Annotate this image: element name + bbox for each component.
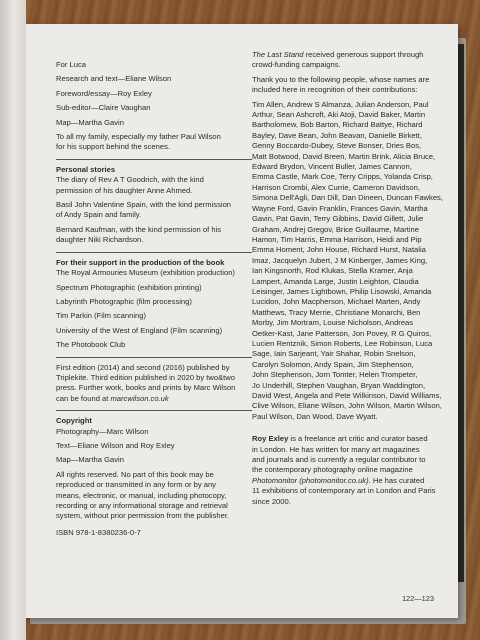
thanks-names-line: Paul Wilson, Dan Wood, Dave Wyatt. [252,411,378,421]
thanks-names-line: Emma Homent, John House, Richard Hurst, Natalia [252,245,426,255]
thanks-names-line: Imaz, Jacquelyn Jubert, J M Kinberger, James King, [252,255,428,265]
support-item: Spectrum Photographic (exhibition printing) [56,282,202,292]
divider [56,252,252,253]
website-link: marcwilson.co.uk [110,393,169,403]
rights-line: system, without prior permission from the publisher. [56,511,230,521]
edition-line: press. Further work, books and prints by Marc Wilson [56,383,236,393]
credit-line: Map—Martha Gavin [56,117,124,127]
story-line: of Andy Spain and family. [56,210,142,220]
dedication-line: for his support behind the scenes. [56,142,170,152]
thanks-names-line: Sage, Iain Sarjeant, Yair Shahar, Robin Snelson, [252,349,416,359]
copyright-section [56,416,254,538]
crowdfunding-note [252,50,438,71]
bio-line [252,476,438,486]
story-line: daughter Niki Richardson. [56,235,144,245]
credit-line: Research and text—Eliane Wilson [56,74,172,84]
book-title: The Last Stand [252,50,304,59]
edition-line [56,394,254,404]
page-numbers: 122—123 [401,594,434,603]
left-column [56,60,254,538]
thanks-names-line: Oetker-Kast, Jane Patterson, Jon Povey, R G Quiros, [252,328,432,338]
thanks-names-line: Genny Boccardo-Dubey, Steve Bonser, Dries Bos, [252,141,422,151]
isbn: ISBN 978-1-8380236-0-7 [56,527,141,537]
thanks-names-line: Clive Wilson, Eliane Wilson, John Wilson, Martin Wilson, [252,401,442,411]
support-item: University of the West of England (Film scanning) [56,325,223,335]
story-line: permission of his daughter Anne Ahmed. [56,185,193,195]
bio-text: is a freelance art critic and curator based [288,434,428,444]
rights-line: All rights reserved. No part of this book may be [56,469,214,479]
edition-prefix: can be found at [56,393,111,403]
bio-line: 11 exhibitions of contemporary art in London and Paris [252,486,436,496]
thanks-names-line: Lucidon, John Macpherson, Michael Marten, Andy [252,297,421,307]
story-line: The diary of Rev A T Goodrich, with the kind [56,175,204,185]
bio-line: in London. He has written for many art magazines [252,444,420,454]
thanks-names-line: Wayne Ford, Gavin Franklin, Frances Gavin, Martha [252,203,428,213]
story-line: Bernard Kaufman, with the kind permission of his [56,224,222,234]
section-heading: Copyright [56,416,92,426]
thanks-section [252,74,443,422]
support-item: The Royal Armouries Museum (exhibition production) [56,268,235,278]
thanks-names-line: Carolyn Solomon, Andy Spain, Jim Stephenson, [252,359,414,369]
thanks-names-line: Arthur, Sean Ashcroft, Aki Atoji, David Baker, Martin [252,110,426,120]
thanks-names-line: Ian Kingsnorth, Rod Klukas, Stella Kramer, Anja [252,266,413,276]
divider [56,159,252,160]
thanks-names-list [252,99,443,423]
bio-line: and journals and is currently a regular contributor to [252,455,426,465]
thanks-names-line: David West, Angela and Pete Wilkinson, David Williams, [252,391,442,400]
credit-line: Foreword/essay—Roy Exley [56,88,152,98]
thanks-names-line: John Stephenson, Jorn Tomter, Helen Trompeter, [252,370,418,380]
support-section [56,258,254,351]
thanks-names-line: Tim Allen, Andrew S Almanza, Julian Anderson, Paul [252,99,429,109]
crowdfunding-line: crowd-funding campaigns. [252,60,341,70]
copyright-credit: Map—Martha Gavin [56,455,124,465]
book-page [22,24,458,618]
bio-line [252,434,438,444]
edition-line: First edition (2014) and second (2016) published by [56,362,230,372]
section-heading: Personal stories [56,164,116,174]
bio-section [252,434,438,507]
copyright-credit: Text—Eliane Wilson and Roy Exley [56,440,175,450]
bio-line: the contemporary photography online magazine [252,465,413,475]
divider [56,357,252,358]
support-item: Tim Parkin (Film scanning) [56,311,147,321]
credit-line: For Luca [56,60,86,69]
bio-line: since 2000. [252,496,291,506]
thanks-intro: Thank you to the following people, whose names are [252,74,430,84]
thanks-names-line: Graham, Andrej Gregov, Brice Guillaume, Martine [252,224,419,234]
dedication-line: To all my family, especially my father Paul Wilson [56,132,221,142]
thanks-names-line: Simona Dell'Agli, Dan Dill, Dan Dineen, Duncan Fawkes, [252,193,443,203]
thanks-names-line: Lucien Rentznik, Simon Roberts, Lee Robinson, Luca [252,338,433,348]
crowdfunding-line [252,50,438,60]
thanks-names-line: Edward Brydon, Vincent Buller, James Cannon, [252,162,412,172]
edition-line: Triplekite. Third edition published in 2020 by two&two [56,372,235,382]
crowdfunding-text: received generous support through [303,50,424,59]
story-line: Basil John Valentine Spain, with the kind permission [56,200,232,210]
left-page-curl [0,0,26,640]
copyright-credit: Photography—Marc Wilson [56,426,149,436]
support-item: Labyrinth Photographic (film processing) [56,296,192,306]
section-heading: For their support in the production of the book [56,257,225,267]
thanks-names-line: Emma Castle, Mark Coe, Terry Cripps, Yolanda Crisp, [252,172,433,182]
thanks-names-line: Matthews, Tracy Merrie, Christiane Monarchi, Ben [252,307,421,317]
thanks-names-line: Bayley, Dave Bean, John Beavan, Danielle Birkett, [252,130,422,140]
rights-line: reproduced or transmitted in any form or by any [56,480,216,490]
bio-name: Roy Exley [252,434,289,444]
thanks-names-line: Bartholomew, Bob Barton, Richard Battye, Richard [252,120,423,130]
rights-line: recording or any informational storage and retrieval [56,501,228,510]
credits-block [56,60,254,128]
credit-line: Sub-editor—Claire Vaughan [56,103,151,113]
thanks-names-line: Morby, Jim Mortram, Louise Nicholson, Andreas [252,318,414,328]
thanks-names-line: Lampert, Amanda Large, Justin Leighton, Claudia [252,276,419,286]
magazine-name: Photomonitor (photomonitor.co.uk) [252,475,369,485]
divider [56,410,252,411]
thanks-names-line: Hamon, Tim Harris, Emma Harrison, Heidi and Pip [252,234,422,244]
edition-section [56,363,254,405]
thanks-names-line: Jo Underhill, Stephen Vaughan, Bryan Waddington, [252,380,426,390]
thanks-names-line: Leisinger, James Lightbown, Philip Lisowski, Amanda [252,286,432,296]
dedication [56,132,254,153]
bio-text: . He has curated [368,475,425,485]
personal-stories-section [56,165,254,246]
right-column [252,50,443,507]
thanks-names-line: Harrison Crombi, Alex Currie, Cameron Davidson, [252,182,420,192]
thanks-names-line: Gavin, Pat Gavin, Terry Gibbins, David Gillett, Julie [252,214,424,224]
support-item: The Photobook Club [56,340,126,350]
thanks-names-line: Matt Botwood, David Breen, Martin Brink, Alicia Bruce, [252,151,436,161]
thanks-intro: included here in recognition of their contributions: [252,85,418,95]
rights-line: means, electronic, or manual, including photocopy, [56,490,227,500]
